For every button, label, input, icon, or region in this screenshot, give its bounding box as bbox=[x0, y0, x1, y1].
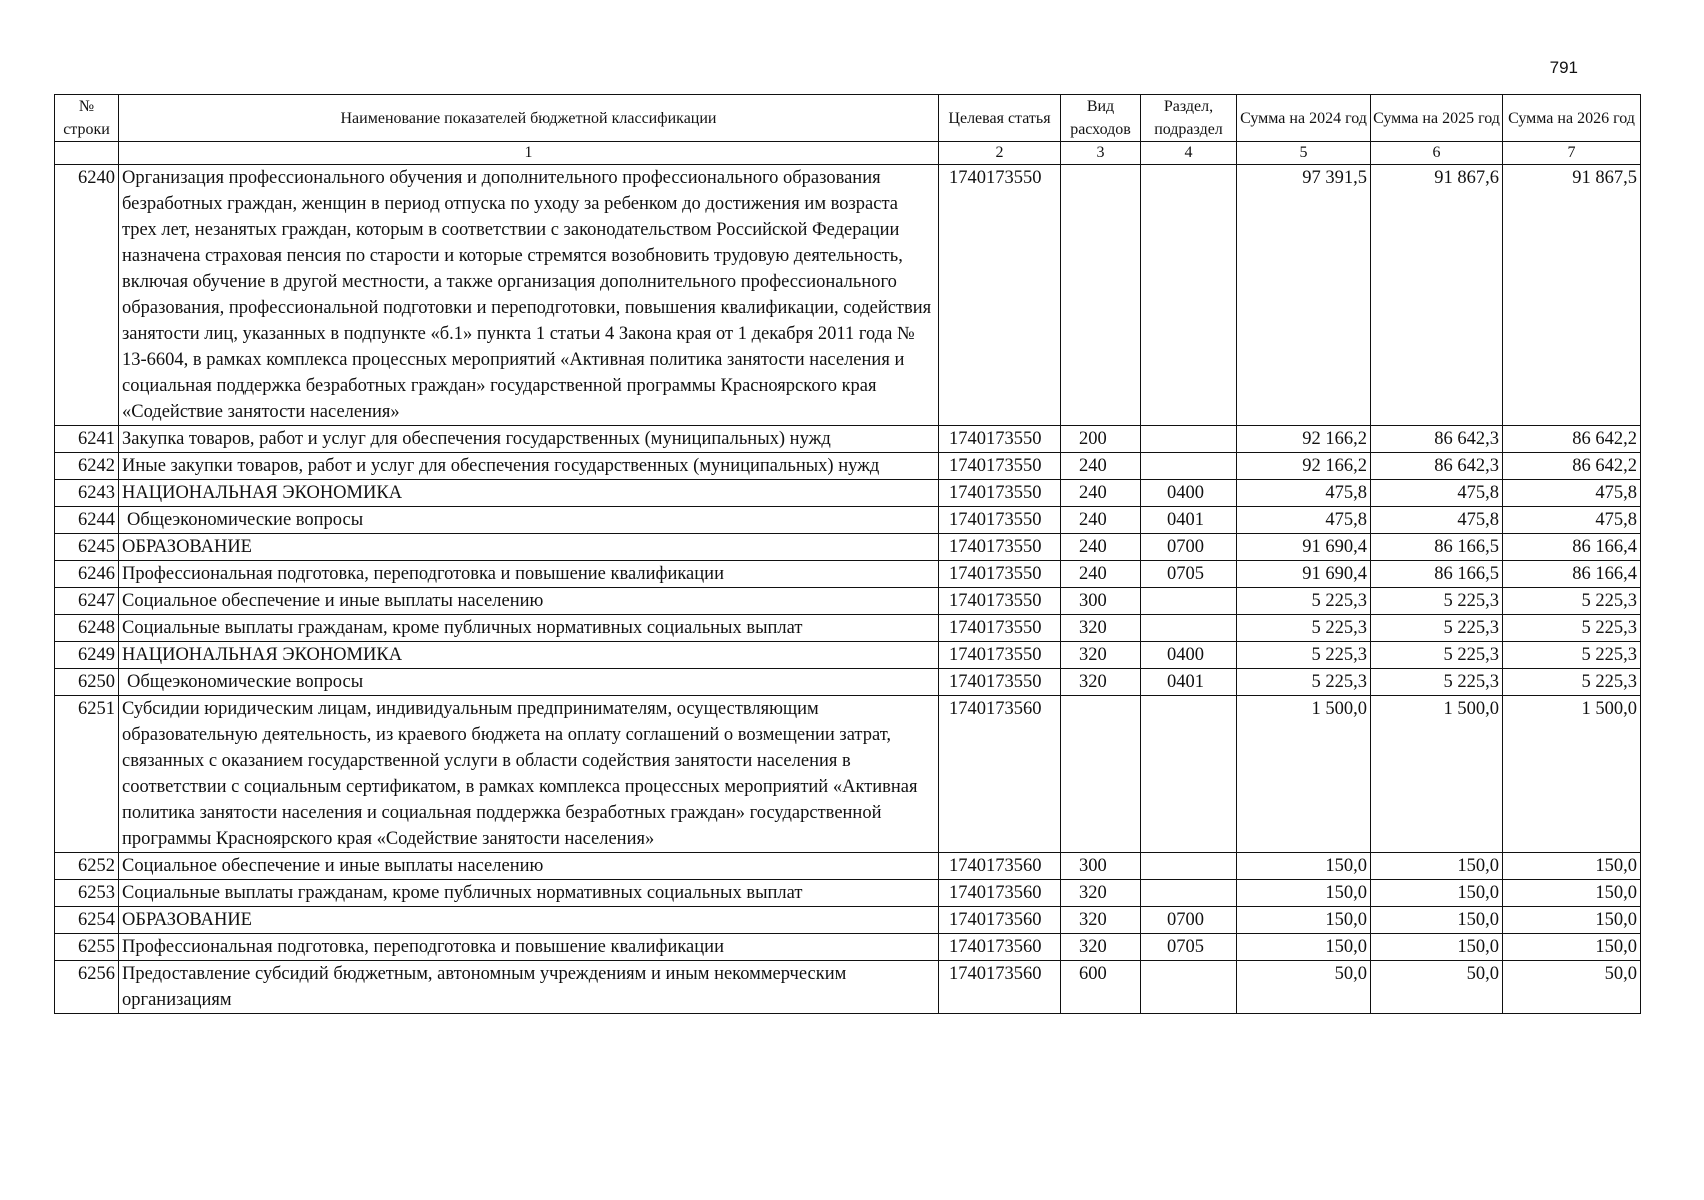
row-number: 6242 bbox=[55, 453, 119, 480]
target-article: 1740173560 bbox=[939, 934, 1061, 961]
expense-type: 240 bbox=[1061, 453, 1141, 480]
sum-2025: 1 500,0 bbox=[1371, 696, 1503, 853]
sum-2025: 150,0 bbox=[1371, 853, 1503, 880]
header-row bbox=[55, 95, 1641, 142]
row-name: НАЦИОНАЛЬНАЯ ЭКОНОМИКА bbox=[119, 480, 939, 507]
row-name: ОБРАЗОВАНИЕ bbox=[119, 907, 939, 934]
expense-type bbox=[1061, 696, 1141, 853]
row-name: Предоставление субсидий бюджетным, автономным учреждениям и иным некоммерческим организациям bbox=[119, 961, 939, 1014]
row-number: 6248 bbox=[55, 615, 119, 642]
column-number bbox=[55, 142, 119, 165]
section-code: 0401 bbox=[1141, 669, 1237, 696]
budget-table bbox=[54, 94, 1641, 1014]
sum-2024: 475,8 bbox=[1237, 507, 1371, 534]
header-vid: Вид расходов bbox=[1061, 95, 1141, 142]
row-number: 6247 bbox=[55, 588, 119, 615]
column-number: 5 bbox=[1237, 142, 1371, 165]
table-row bbox=[55, 426, 1641, 453]
section-code bbox=[1141, 453, 1237, 480]
sum-2024: 150,0 bbox=[1237, 934, 1371, 961]
sum-2024: 5 225,3 bbox=[1237, 588, 1371, 615]
section-code: 0705 bbox=[1141, 561, 1237, 588]
table-row bbox=[55, 588, 1641, 615]
sum-2024: 91 690,4 bbox=[1237, 561, 1371, 588]
row-number: 6244 bbox=[55, 507, 119, 534]
sum-2025: 50,0 bbox=[1371, 961, 1503, 1014]
row-number: 6240 bbox=[55, 165, 119, 426]
row-number: 6245 bbox=[55, 534, 119, 561]
row-name: Организация профессионального обучения и дополнительного профессионального образования безработных граждан, женщин в период отпуска по уходу за ребенком до достижения им возраста трех лет, незанятых граждан, которым в соответствии с законодательством Российской Федерации назначена страховая пенсия по старости и которые стремятся возобновить трудовую деятельность, включая обучение в другой местности, а также организация дополнительного профессионального образования, профессиональной подготовки и переподготовки, повышения квалификации, содействия занятости лиц, указанных в подпункте «б.1» пункта 1 статьи 4 Закона края от 1 декабря 2011 года № 13-6604, в рамках комплекса процессных мероприятий «Активная политика занятости населения и социальная поддержка безработных граждан» государственной программы Красноярского края «Содействие занятости населения» bbox=[119, 165, 939, 426]
sum-2024: 97 391,5 bbox=[1237, 165, 1371, 426]
sum-2025: 475,8 bbox=[1371, 480, 1503, 507]
table-row bbox=[55, 507, 1641, 534]
sum-2026: 86 642,2 bbox=[1503, 453, 1641, 480]
sum-2026: 5 225,3 bbox=[1503, 669, 1641, 696]
row-number: 6253 bbox=[55, 880, 119, 907]
table-body bbox=[55, 165, 1641, 1014]
table-row bbox=[55, 534, 1641, 561]
section-code bbox=[1141, 165, 1237, 426]
sum-2026: 5 225,3 bbox=[1503, 615, 1641, 642]
sum-2024: 5 225,3 bbox=[1237, 669, 1371, 696]
table-row bbox=[55, 615, 1641, 642]
target-article: 1740173560 bbox=[939, 696, 1061, 853]
row-name: Общеэкономические вопросы bbox=[119, 669, 939, 696]
column-number: 3 bbox=[1061, 142, 1141, 165]
expense-type: 600 bbox=[1061, 961, 1141, 1014]
target-article: 1740173560 bbox=[939, 880, 1061, 907]
sum-2026: 475,8 bbox=[1503, 507, 1641, 534]
table-row bbox=[55, 934, 1641, 961]
target-article: 1740173550 bbox=[939, 642, 1061, 669]
section-code bbox=[1141, 696, 1237, 853]
header-target: Целевая статья bbox=[939, 95, 1061, 142]
table-row bbox=[55, 696, 1641, 853]
sum-2026: 86 642,2 bbox=[1503, 426, 1641, 453]
sum-2024: 150,0 bbox=[1237, 853, 1371, 880]
sum-2025: 150,0 bbox=[1371, 934, 1503, 961]
row-name: ОБРАЗОВАНИЕ bbox=[119, 534, 939, 561]
column-number: 4 bbox=[1141, 142, 1237, 165]
target-article: 1740173550 bbox=[939, 588, 1061, 615]
column-number: 1 bbox=[119, 142, 939, 165]
column-number: 7 bbox=[1503, 142, 1641, 165]
row-number: 6256 bbox=[55, 961, 119, 1014]
row-name: Иные закупки товаров, работ и услуг для обеспечения государственных (муниципальных) нужд bbox=[119, 453, 939, 480]
target-article: 1740173550 bbox=[939, 615, 1061, 642]
sum-2024: 1 500,0 bbox=[1237, 696, 1371, 853]
column-numbers-row bbox=[55, 142, 1641, 165]
expense-type: 320 bbox=[1061, 880, 1141, 907]
sum-2026: 475,8 bbox=[1503, 480, 1641, 507]
sum-2025: 5 225,3 bbox=[1371, 588, 1503, 615]
row-number: 6241 bbox=[55, 426, 119, 453]
header-sum-2024: Сумма на 2024 год bbox=[1237, 95, 1371, 142]
section-code: 0400 bbox=[1141, 642, 1237, 669]
target-article: 1740173560 bbox=[939, 853, 1061, 880]
sum-2026: 150,0 bbox=[1503, 934, 1641, 961]
header-sum-2026: Сумма на 2026 год bbox=[1503, 95, 1641, 142]
table-row bbox=[55, 480, 1641, 507]
table-row bbox=[55, 907, 1641, 934]
sum-2026: 91 867,5 bbox=[1503, 165, 1641, 426]
row-number: 6252 bbox=[55, 853, 119, 880]
expense-type: 320 bbox=[1061, 934, 1141, 961]
table-row bbox=[55, 642, 1641, 669]
row-name: Социальное обеспечение и иные выплаты населению bbox=[119, 588, 939, 615]
target-article: 1740173560 bbox=[939, 961, 1061, 1014]
sum-2024: 150,0 bbox=[1237, 880, 1371, 907]
sum-2025: 475,8 bbox=[1371, 507, 1503, 534]
sum-2026: 5 225,3 bbox=[1503, 588, 1641, 615]
target-article: 1740173550 bbox=[939, 669, 1061, 696]
sum-2024: 5 225,3 bbox=[1237, 642, 1371, 669]
target-article: 1740173550 bbox=[939, 561, 1061, 588]
expense-type: 320 bbox=[1061, 669, 1141, 696]
row-name: Профессиональная подготовка, переподготовка и повышение квалификации bbox=[119, 934, 939, 961]
row-number: 6251 bbox=[55, 696, 119, 853]
sum-2024: 5 225,3 bbox=[1237, 615, 1371, 642]
sum-2024: 91 690,4 bbox=[1237, 534, 1371, 561]
expense-type: 240 bbox=[1061, 534, 1141, 561]
section-code bbox=[1141, 615, 1237, 642]
sum-2024: 92 166,2 bbox=[1237, 426, 1371, 453]
column-number: 2 bbox=[939, 142, 1061, 165]
section-code bbox=[1141, 880, 1237, 907]
sum-2025: 5 225,3 bbox=[1371, 642, 1503, 669]
column-number: 6 bbox=[1371, 142, 1503, 165]
row-name: Социальные выплаты гражданам, кроме публичных нормативных социальных выплат bbox=[119, 615, 939, 642]
target-article: 1740173550 bbox=[939, 480, 1061, 507]
section-code: 0400 bbox=[1141, 480, 1237, 507]
sum-2025: 86 166,5 bbox=[1371, 561, 1503, 588]
sum-2024: 92 166,2 bbox=[1237, 453, 1371, 480]
expense-type bbox=[1061, 165, 1141, 426]
sum-2024: 475,8 bbox=[1237, 480, 1371, 507]
sum-2025: 86 642,3 bbox=[1371, 426, 1503, 453]
sum-2025: 86 166,5 bbox=[1371, 534, 1503, 561]
header-section: Раздел, подраздел bbox=[1141, 95, 1237, 142]
table-row bbox=[55, 853, 1641, 880]
section-code bbox=[1141, 853, 1237, 880]
section-code: 0700 bbox=[1141, 907, 1237, 934]
header-row-number: № строки bbox=[55, 95, 119, 142]
target-article: 1740173550 bbox=[939, 165, 1061, 426]
row-number: 6250 bbox=[55, 669, 119, 696]
sum-2026: 150,0 bbox=[1503, 853, 1641, 880]
expense-type: 200 bbox=[1061, 426, 1141, 453]
sum-2025: 5 225,3 bbox=[1371, 669, 1503, 696]
expense-type: 320 bbox=[1061, 907, 1141, 934]
target-article: 1740173550 bbox=[939, 507, 1061, 534]
sum-2025: 86 642,3 bbox=[1371, 453, 1503, 480]
expense-type: 300 bbox=[1061, 853, 1141, 880]
sum-2026: 86 166,4 bbox=[1503, 534, 1641, 561]
row-number: 6249 bbox=[55, 642, 119, 669]
sum-2024: 50,0 bbox=[1237, 961, 1371, 1014]
row-number: 6246 bbox=[55, 561, 119, 588]
section-code: 0700 bbox=[1141, 534, 1237, 561]
table-row bbox=[55, 165, 1641, 426]
sum-2025: 150,0 bbox=[1371, 880, 1503, 907]
target-article: 1740173550 bbox=[939, 426, 1061, 453]
header-name: Наименование показателей бюджетной классификации bbox=[119, 95, 939, 142]
section-code: 0705 bbox=[1141, 934, 1237, 961]
sum-2026: 1 500,0 bbox=[1503, 696, 1641, 853]
target-article: 1740173560 bbox=[939, 907, 1061, 934]
section-code bbox=[1141, 426, 1237, 453]
sum-2026: 50,0 bbox=[1503, 961, 1641, 1014]
section-code: 0401 bbox=[1141, 507, 1237, 534]
row-name: Социальные выплаты гражданам, кроме публичных нормативных социальных выплат bbox=[119, 880, 939, 907]
row-name: Закупка товаров, работ и услуг для обеспечения государственных (муниципальных) нужд bbox=[119, 426, 939, 453]
page-number: 791 bbox=[1549, 58, 1578, 77]
table-row bbox=[55, 561, 1641, 588]
sum-2026: 150,0 bbox=[1503, 907, 1641, 934]
row-number: 6254 bbox=[55, 907, 119, 934]
sum-2025: 150,0 bbox=[1371, 907, 1503, 934]
table-row bbox=[55, 880, 1641, 907]
expense-type: 300 bbox=[1061, 588, 1141, 615]
row-name: Общеэкономические вопросы bbox=[119, 507, 939, 534]
sum-2026: 5 225,3 bbox=[1503, 642, 1641, 669]
section-code bbox=[1141, 588, 1237, 615]
table-row bbox=[55, 961, 1641, 1014]
sum-2026: 150,0 bbox=[1503, 880, 1641, 907]
sum-2024: 150,0 bbox=[1237, 907, 1371, 934]
table-row bbox=[55, 453, 1641, 480]
header-sum-2025: Сумма на 2025 год bbox=[1371, 95, 1503, 142]
sum-2025: 91 867,6 bbox=[1371, 165, 1503, 426]
target-article: 1740173550 bbox=[939, 534, 1061, 561]
expense-type: 320 bbox=[1061, 642, 1141, 669]
expense-type: 320 bbox=[1061, 615, 1141, 642]
sum-2026: 86 166,4 bbox=[1503, 561, 1641, 588]
row-number: 6255 bbox=[55, 934, 119, 961]
target-article: 1740173550 bbox=[939, 453, 1061, 480]
expense-type: 240 bbox=[1061, 507, 1141, 534]
row-number: 6243 bbox=[55, 480, 119, 507]
sum-2025: 5 225,3 bbox=[1371, 615, 1503, 642]
expense-type: 240 bbox=[1061, 480, 1141, 507]
table-row bbox=[55, 669, 1641, 696]
expense-type: 240 bbox=[1061, 561, 1141, 588]
row-name: Социальное обеспечение и иные выплаты населению bbox=[119, 853, 939, 880]
row-name: Субсидии юридическим лицам, индивидуальным предпринимателям, осуществляющим образовательную деятельность, из краевого бюджета на оплату соглашений о возмещении затрат, связанных с оказанием государственной услуги в области содействия занятости населения в соответствии с социальным сертификатом, в рамках комплекса процессных мероприятий «Активная политика занятости населения и социальная поддержка безработных граждан» государственной программы Красноярского края «Содействие занятости населения» bbox=[119, 696, 939, 853]
row-name: НАЦИОНАЛЬНАЯ ЭКОНОМИКА bbox=[119, 642, 939, 669]
section-code bbox=[1141, 961, 1237, 1014]
row-name: Профессиональная подготовка, переподготовка и повышение квалификации bbox=[119, 561, 939, 588]
